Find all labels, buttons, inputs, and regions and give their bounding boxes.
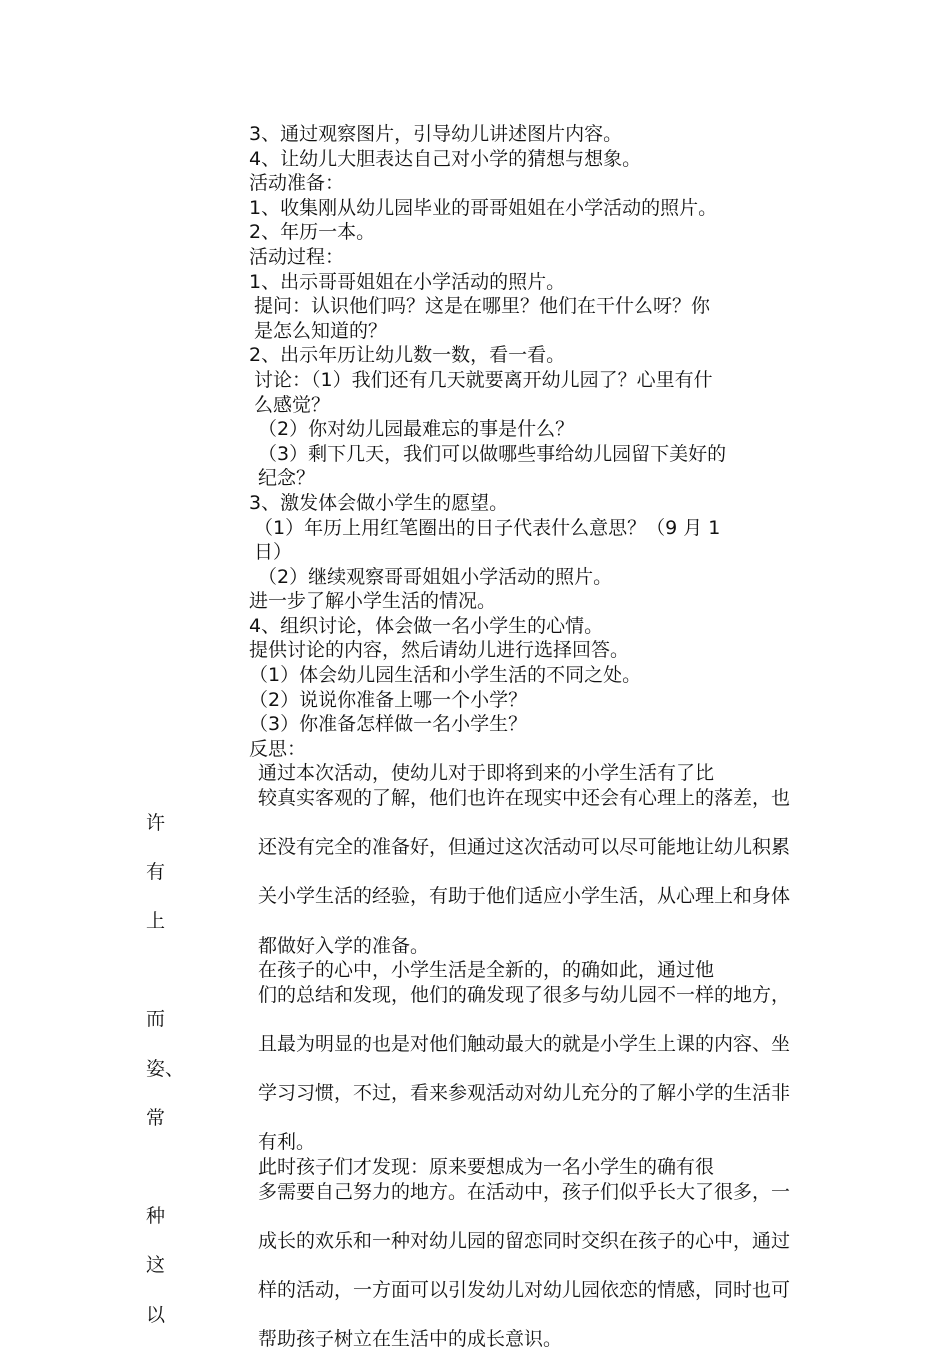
paragraph-process-3-2: （2）继续观察哥哥姐姐小学活动的照片。 — [258, 565, 613, 588]
paragraph-reflect-heading: 反思： — [249, 737, 307, 760]
paragraph-line: 通过本次活动，使幼儿对于即将到来的小学生活有了比 — [258, 762, 715, 785]
paragraph-discuss-3 — [146, 442, 806, 491]
paragraph-line: （1）年历上用红笔圈出的日子代表什么意思？（9 月 1 — [254, 516, 721, 539]
paragraph-discuss-2: （2）你对幼儿园最难忘的事是什么？ — [258, 418, 575, 441]
paragraph-process-4-intro: 提供讨论的内容，然后请幼儿进行选择回答。 — [249, 639, 630, 662]
paragraph-line: 且最为明显的也是对他们触动最大的就是小学生上课的内容、坐姿、 — [146, 1032, 791, 1080]
paragraph-line: 在孩子的心中，小学生活是全新的，的确如此，通过他 — [258, 959, 715, 982]
paragraph-process-4: 4、组织讨论，体会做一名小学生的心情。 — [249, 614, 604, 637]
paragraph-reflect-2 — [146, 958, 806, 1155]
paragraph-line: 样的活动，一方面可以引发幼儿对幼儿园依恋的情感，同时也可以 — [146, 1278, 791, 1326]
paragraph-line: 还没有完全的准备好，但通过这次活动可以尽可能地让幼儿积累有 — [146, 836, 791, 883]
paragraph-line: 学习习惯，不过，看来参观活动对幼儿充分的了解小学的生活非常 — [146, 1082, 791, 1129]
paragraph-line: 讨论：（1）我们还有几天就要离开幼儿园了？心里有什 — [254, 368, 713, 391]
paragraph-process-3: 3、激发体会做小学生的愿望。 — [249, 491, 509, 514]
paragraph-process-3-3: 进一步了解小学生活的情况。 — [249, 590, 497, 613]
paragraph-line: 纪念？ — [258, 467, 316, 490]
paragraph-process-heading: 活动过程： — [249, 245, 345, 268]
paragraph-goal-4: 4、让幼儿大胆表达自己对小学的猜想与想象。 — [249, 147, 642, 170]
paragraph-process-4-3: （3）你准备怎样做一名小学生？ — [249, 713, 528, 736]
paragraph-process-4-2: （2）说说你准备上哪一个小学？ — [249, 688, 528, 711]
paragraph-process-3-1 — [146, 516, 806, 565]
paragraph-line: 帮助孩子树立在生活中的成长意识。 — [258, 1328, 563, 1351]
paragraph-process-4-1: （1）体会幼儿园生活和小学生活的不同之处。 — [249, 664, 642, 687]
paragraph-line: 都做好入学的准备。 — [258, 934, 430, 957]
paragraph-line: 此时孩子们才发现：原来要想成为一名小学生的确有很 — [258, 1155, 715, 1178]
paragraph-line: 提问：认识他们吗？这是在哪里？他们在干什么呀？你 — [254, 295, 711, 318]
paragraph-question-1 — [146, 294, 806, 343]
paragraph-line: 是怎么知道的？ — [254, 319, 388, 342]
document-body — [146, 122, 806, 1352]
paragraph-process-1: 1、出示哥哥姐姐在小学活动的照片。 — [249, 270, 566, 293]
paragraph-line: （3）剩下几天，我们可以做哪些事给幼儿园留下美好的 — [258, 442, 727, 465]
paragraph-line: 日） — [254, 541, 293, 564]
paragraph-prep-1: 1、收集刚从幼儿园毕业的哥哥姐姐在小学活动的照片。 — [249, 196, 718, 219]
paragraph-line: 有利。 — [258, 1131, 316, 1154]
paragraph-line: 成长的欢乐和一种对幼儿园的留恋同时交织在孩子的心中，通过这 — [146, 1229, 791, 1277]
paragraph-line: 么感觉？ — [254, 393, 331, 416]
paragraph-reflect-3 — [146, 1155, 806, 1352]
paragraph-line: 们的总结和发现，他们的确发现了很多与幼儿园不一样的地方，而 — [146, 983, 791, 1031]
paragraph-line: 关小学生活的经验，有助于他们适应小学生活，从心理上和身体上 — [146, 885, 791, 932]
paragraph-reflect-1 — [146, 761, 806, 958]
paragraph-discuss-1 — [146, 368, 806, 417]
paragraph-goal-3: 3、通过观察图片，引导幼儿讲述图片内容。 — [249, 123, 623, 145]
paragraph-process-2: 2、出示年历让幼儿数一数，看一看。 — [249, 344, 566, 367]
paragraph-line: 多需要自己努力的地方。在活动中，孩子们似乎长大了很多，一种 — [146, 1180, 791, 1228]
paragraph-prep-heading: 活动准备： — [249, 172, 345, 195]
paragraph-prep-2: 2、年历一本。 — [249, 221, 376, 244]
paragraph-line: 较真实客观的了解，他们也许在现实中还会有心理上的落差，也许 — [146, 787, 791, 834]
